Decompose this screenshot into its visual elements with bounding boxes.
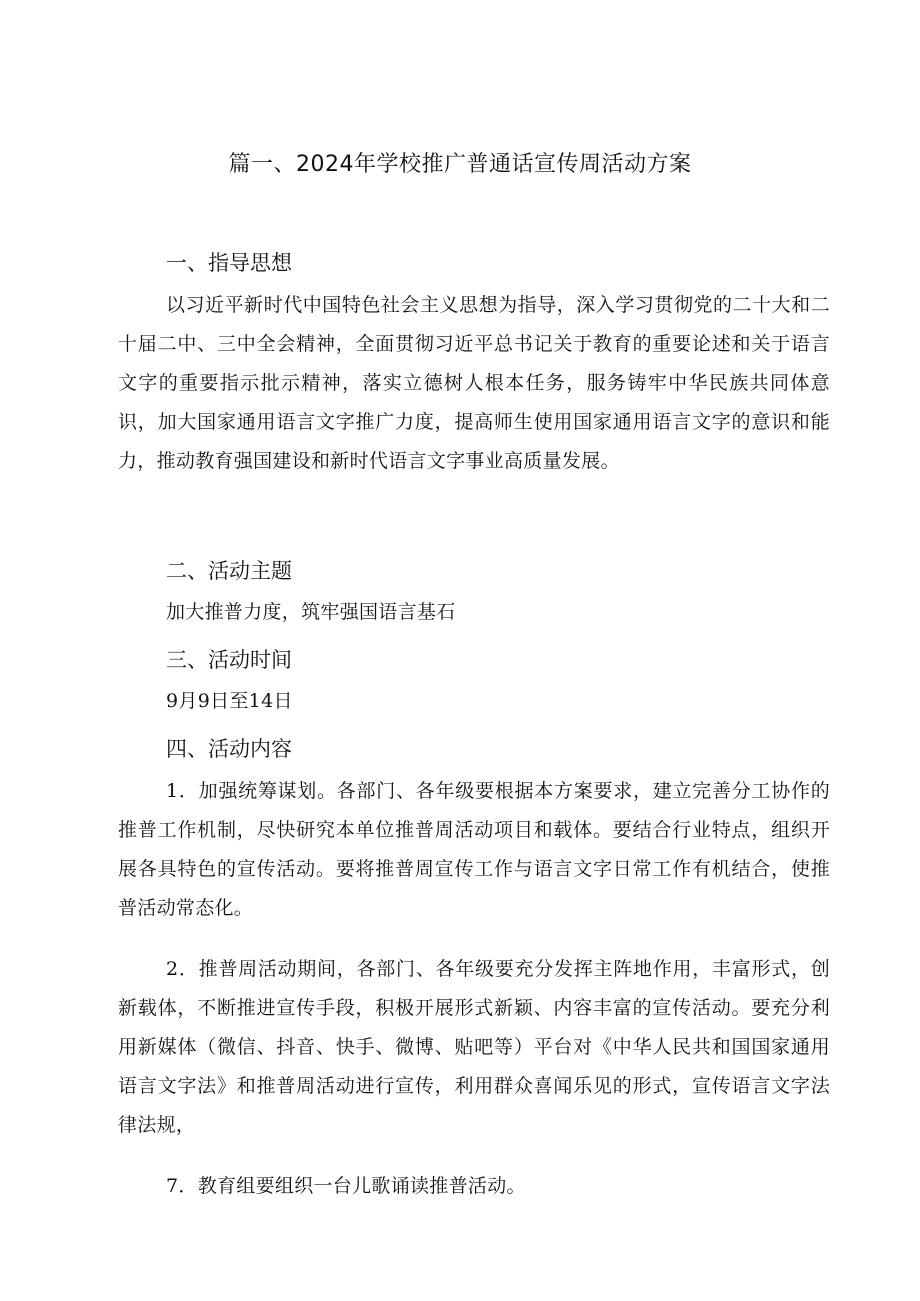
section-heading-guiding-ideology: 一、指导思想: [166, 251, 292, 275]
section-text-activity-time: 9月9日至14日: [166, 690, 293, 712]
document-title: 篇一、2024年学校推广普通话宣传周活动方案: [228, 152, 692, 177]
list-item-1: 1．加强统筹谋划。各部门、各年级要根据本方案要求，建立完善分工协作的推普工作机制，尽快研究本单位推普周活动项目和载体。要结合行业特点，组织开展各具特色的宣传活动。要将推普周宣传工作与语言文字日常工作有机结合，使推普活动常态化。: [118, 780, 830, 919]
section-heading-activity-theme: 二、活动主题: [166, 559, 292, 583]
list-item-2: 2．推普周活动期间，各部门、各年级要充分发挥主阵地作用，丰富形式，创新载体，不断推进宣传手段，积极开展形式新颖、内容丰富的宣传活动。要充分利用新媒体（微信、抖音、快手、微博、贴吧等）平台对《中华人民共和国国家通用语言文字法》和推普周活动进行宣传，利用群众喜闻乐见的形式，宣传语言文字法律法规，: [118, 958, 830, 1136]
section-text-activity-theme: 加大推普力度，筑牢强国语言基石: [166, 601, 456, 623]
list-item-7: 7．教育组要组织一台儿歌诵读推普活动。: [166, 1175, 526, 1197]
section-paragraph-guiding-ideology: 以习近平新时代中国特色社会主义思想为指导，深入学习贯彻党的二十大和二十届二中、三中全会精神，全面贯彻习近平总书记关于教育的重要论述和关于语言文字的重要指示批示精神，落实立德树人根本任务，服务铸牢中华民族共同体意识，加大国家通用语言文字推广力度，提高师生使用国家通用语言文字的意识和能力，推动教育强国建设和新时代语言文字事业高质量发展。: [118, 294, 830, 472]
section-heading-activity-content: 四、活动内容: [166, 737, 292, 761]
section-heading-activity-time: 三、活动时间: [166, 648, 292, 672]
